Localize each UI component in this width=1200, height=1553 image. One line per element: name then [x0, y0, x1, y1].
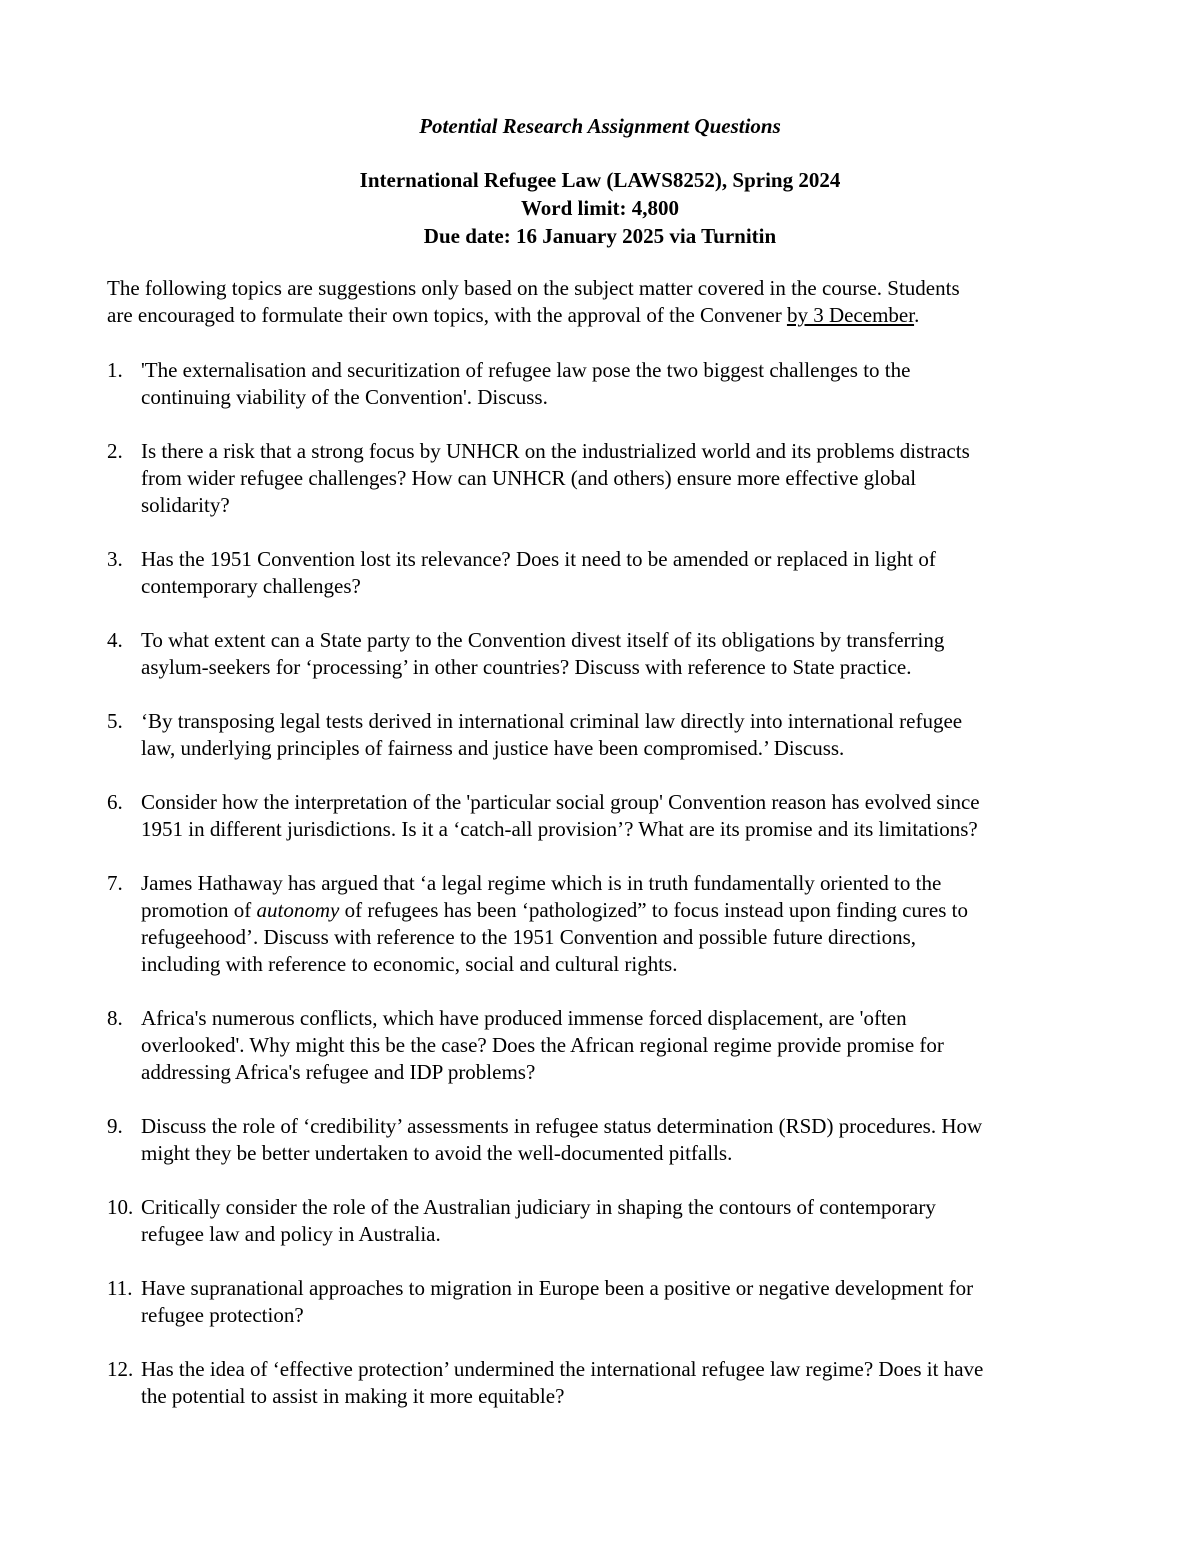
question-line: refugee law and policy in Australia. [141, 1222, 441, 1246]
intro-paragraph [107, 275, 1097, 329]
question-item-6 [107, 789, 1107, 843]
question-line: the potential to assist in making it more equitable? [141, 1384, 565, 1408]
question-line: James Hathaway has argued that ‘a legal regime which is in truth fundamentally oriented to the [141, 871, 942, 895]
question-number: 3. [107, 547, 123, 571]
question-line: Africa's numerous conflicts, which have produced immense forced displacement, are 'often [141, 1006, 907, 1030]
question-number: 5. [107, 709, 123, 733]
question-item-11 [107, 1275, 1107, 1329]
autonomy-emphasis: autonomy [256, 898, 340, 922]
question-line: refugee protection? [141, 1303, 304, 1327]
question-line: To what extent can a State party to the Convention divest itself of its obligations by transferring [141, 628, 945, 652]
question-item-3 [107, 546, 1107, 600]
question-line: addressing Africa's refugee and IDP problems? [141, 1060, 536, 1084]
word-limit-line: Word limit: 4,800 [520, 196, 680, 220]
question-line: 'The externalisation and securitization of refugee law pose the two biggest challenges to the [141, 358, 911, 382]
question-line: including with reference to economic, social and cultural rights. [141, 952, 678, 976]
question-number: 1. [107, 358, 123, 382]
question-item-4 [107, 627, 1107, 681]
question-line: contemporary challenges? [141, 574, 361, 598]
question-line: might they be better undertaken to avoid the well-documented pitfalls. [141, 1141, 733, 1165]
question-line: Has the 1951 Convention lost its relevance? Does it need to be amended or replaced in light of [141, 547, 936, 571]
question-line: 1951 in different jurisdictions. Is it a ‘catch-all provision’? What are its promise and its limitations? [141, 817, 978, 841]
question-line: solidarity? [141, 493, 230, 517]
question-line: Critically consider the role of the Australian judiciary in shaping the contours of contemporary [141, 1195, 936, 1219]
questions-list [107, 357, 1107, 1437]
course-header [0, 166, 1200, 250]
question-line: overlooked'. Why might this be the case? Does the African regional regime provide promise for [141, 1033, 944, 1057]
question-line: refugeehood’. Discuss with reference to the 1951 Convention and possible future directions, [141, 925, 917, 949]
question-line: Have supranational approaches to migration in Europe been a positive or negative development for [141, 1276, 974, 1300]
question-7-line-2-suffix: of refugees has been ‘pathologized” to focus instead upon finding cures to [339, 898, 968, 922]
question-7-line-2-prefix: promotion of [141, 898, 257, 922]
question-line: Has the idea of ‘effective protection’ undermined the international refugee law regime? Does it have [141, 1357, 984, 1381]
question-item-7 [107, 870, 1107, 978]
question-line: law, underlying principles of fairness and justice have been compromised.’ Discuss. [141, 736, 845, 760]
convener-deadline: by 3 December [786, 303, 915, 327]
question-number: 6. [107, 790, 123, 814]
question-number: 9. [107, 1114, 123, 1138]
question-item-2 [107, 438, 1107, 519]
question-number: 8. [107, 1006, 123, 1030]
question-line: asylum-seekers for ‘processing’ in other countries? Discuss with reference to State practice. [141, 655, 912, 679]
question-item-10 [107, 1194, 1107, 1248]
question-number: 2. [107, 439, 123, 463]
question-item-1 [107, 357, 1107, 411]
intro-line-2 [107, 302, 1097, 329]
intro-line-1: The following topics are suggestions only based on the subject matter covered in the course. Students [107, 276, 960, 300]
course-line: International Refugee Law (LAWS8252), Spring 2024 [359, 168, 841, 192]
question-item-9 [107, 1113, 1107, 1167]
question-line: Discuss the role of ‘credibility’ assessments in refugee status determination (RSD) procedures. How [141, 1114, 983, 1138]
document-title: Potential Research Assignment Questions [419, 114, 781, 138]
question-line: Consider how the interpretation of the 'particular social group' Convention reason has evolved since [141, 790, 980, 814]
question-item-5 [107, 708, 1107, 762]
question-item-8 [107, 1005, 1107, 1086]
question-line: Is there a risk that a strong focus by UNHCR on the industrialized world and its problems distracts [141, 439, 970, 463]
intro-line-2-suffix: . [914, 303, 920, 327]
question-number: 4. [107, 628, 123, 652]
question-number: 12. [107, 1357, 134, 1381]
question-line: from wider refugee challenges? How can UNHCR (and others) ensure more effective global [141, 466, 917, 490]
question-line: ‘By transposing legal tests derived in international criminal law directly into international refugee [141, 709, 963, 733]
question-line [141, 897, 1107, 924]
question-number: 11. [107, 1276, 133, 1300]
question-number: 10. [107, 1195, 134, 1219]
intro-line-2-prefix: are encouraged to formulate their own topics, with the approval of the Convener [107, 303, 787, 327]
due-date-line: Due date: 16 January 2025 via Turnitin [423, 224, 777, 248]
question-line: continuing viability of the Convention'. Discuss. [141, 385, 548, 409]
question-item-12 [107, 1356, 1107, 1410]
question-number: 7. [107, 871, 123, 895]
